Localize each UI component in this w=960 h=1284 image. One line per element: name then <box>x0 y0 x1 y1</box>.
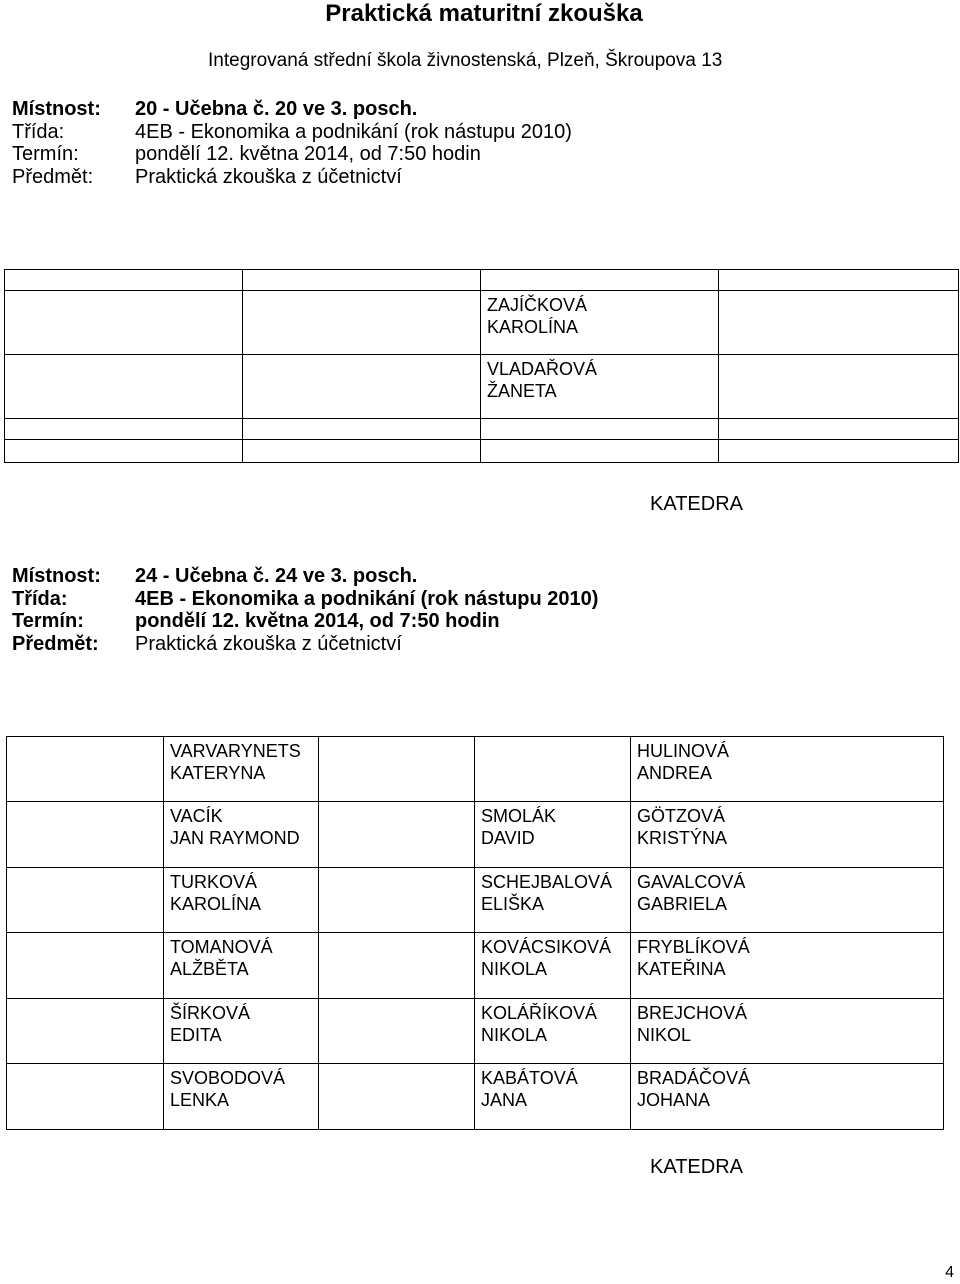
room1-predmet-row <box>12 166 572 189</box>
seat-cell <box>631 933 944 999</box>
seat-cell <box>319 737 475 802</box>
seat-cell <box>719 440 959 463</box>
student-surname: HULINOVÁ <box>637 741 730 761</box>
seat-row <box>5 355 959 419</box>
room2-predmet-label: Předmět: <box>12 632 99 655</box>
student-firstname: KAROLÍNA <box>170 894 262 914</box>
room2-predmet-value: Praktická zkouška z účetnictví <box>135 632 402 655</box>
seat-cell <box>481 270 719 291</box>
student-name <box>164 737 318 784</box>
student-surname: SCHEJBALOVÁ <box>481 872 613 892</box>
room1-mistnost-label: Místnost: <box>12 98 101 120</box>
room1-termin-label: Termín: <box>12 143 79 165</box>
seat-row <box>7 999 944 1064</box>
student-surname: BREJCHOVÁ <box>637 1003 748 1023</box>
student-firstname: KATEŘINA <box>637 959 726 979</box>
seat-cell <box>243 291 481 355</box>
student-surname: VLADAŘOVÁ <box>487 359 598 379</box>
student-surname: BRADÁČOVÁ <box>637 1068 751 1088</box>
seat-row <box>7 1064 944 1130</box>
room2-trida-label: Třída: <box>12 587 68 610</box>
room1-katedra-label: KATEDRA <box>650 493 743 515</box>
seat-row <box>7 868 944 933</box>
seat-cell <box>631 1064 944 1130</box>
seat-cell <box>719 355 959 419</box>
seat-cell <box>631 868 944 933</box>
student-surname: GÖTZOVÁ <box>637 806 726 826</box>
student-surname: ZAJÍČKOVÁ <box>487 295 588 315</box>
student-surname: ŠÍRKOVÁ <box>170 1003 251 1023</box>
student-name <box>631 1064 943 1111</box>
seat-cell <box>164 868 319 933</box>
seat-row <box>7 737 944 802</box>
student-firstname: ELIŠKA <box>481 894 545 914</box>
room2-mistnost-row <box>12 565 598 588</box>
seat-cell <box>481 419 719 440</box>
seat-row <box>5 419 959 440</box>
seat-cell <box>7 933 164 999</box>
seat-cell <box>5 440 243 463</box>
seat-cell <box>5 419 243 440</box>
seat-cell <box>475 933 631 999</box>
seat-cell <box>5 291 243 355</box>
student-name <box>475 802 630 849</box>
student-name <box>164 999 318 1046</box>
room1-mistnost-value: 20 - Učebna č. 20 ve 3. posch. <box>135 98 418 120</box>
student-name <box>164 933 318 980</box>
student-name <box>475 999 630 1046</box>
room2-info <box>12 565 598 655</box>
room2-mistnost-value: 24 - Učebna č. 24 ve 3. posch. <box>135 565 418 587</box>
seat-cell <box>719 270 959 291</box>
student-surname: KABÁTOVÁ <box>481 1068 578 1088</box>
student-firstname: NIKOL <box>637 1025 692 1045</box>
room1-predmet-value: Praktická zkouška z účetnictví <box>135 165 402 188</box>
room2-mistnost-label: Místnost: <box>12 565 101 587</box>
seat-cell <box>164 933 319 999</box>
seat-cell <box>631 737 944 802</box>
student-name <box>481 355 718 402</box>
room2-katedra-label: KATEDRA <box>650 1156 743 1178</box>
student-surname: TOMANOVÁ <box>170 937 273 957</box>
student-name <box>631 999 943 1046</box>
student-firstname: ANDREA <box>637 763 713 783</box>
seat-row <box>5 440 959 463</box>
student-surname: FRYBLÍKOVÁ <box>637 937 750 957</box>
seat-cell <box>7 868 164 933</box>
student-name <box>164 868 318 915</box>
student-firstname: JAN RAYMOND <box>170 828 300 848</box>
student-firstname: KATERYNA <box>170 763 266 783</box>
student-surname: VACÍK <box>170 806 223 826</box>
seat-cell <box>475 802 631 868</box>
seat-row <box>7 933 944 999</box>
student-firstname: JOHANA <box>637 1090 711 1110</box>
room1-info <box>12 98 572 188</box>
seat-cell <box>475 999 631 1064</box>
seat-cell <box>243 355 481 419</box>
student-name <box>164 802 318 849</box>
student-firstname: NIKOLA <box>481 959 548 979</box>
seat-cell <box>243 270 481 291</box>
room2-trida-value: 4EB - Ekonomika a podnikání (rok nástupu 2010) <box>135 587 599 610</box>
seat-cell <box>243 440 481 463</box>
seat-cell <box>319 999 475 1064</box>
student-surname: SVOBODOVÁ <box>170 1068 286 1088</box>
student-firstname: LENKA <box>170 1090 230 1110</box>
room2-trida-row <box>12 588 598 611</box>
seat-cell <box>631 802 944 868</box>
seat-cell <box>7 802 164 868</box>
seat-cell <box>5 355 243 419</box>
room1-predmet-label: Předmět: <box>12 165 94 188</box>
seat-cell <box>475 1064 631 1130</box>
student-firstname: JANA <box>481 1090 528 1110</box>
student-firstname: EDITA <box>170 1025 222 1045</box>
seat-cell <box>481 291 719 355</box>
student-firstname: KRISTÝNA <box>637 828 728 848</box>
seat-row <box>5 270 959 291</box>
seat-cell <box>7 999 164 1064</box>
student-name <box>631 933 943 980</box>
seat-cell <box>719 419 959 440</box>
student-firstname: ŽANETA <box>487 381 557 401</box>
student-surname: KOLÁŘÍKOVÁ <box>481 1003 598 1023</box>
student-name <box>164 1064 318 1111</box>
room1-mistnost-row <box>12 98 572 121</box>
seat-cell <box>7 1064 164 1130</box>
room1-trida-value: 4EB - Ekonomika a podnikání (rok nástupu 2010) <box>135 120 572 143</box>
student-name <box>481 291 718 338</box>
student-firstname: GABRIELA <box>637 894 728 914</box>
seat-cell <box>319 868 475 933</box>
room1-trida-row <box>12 121 572 144</box>
student-firstname: DAVID <box>481 828 535 848</box>
student-surname: TURKOVÁ <box>170 872 258 892</box>
room2-termin-value: pondělí 12. května 2014, od 7:50 hodin <box>135 610 500 632</box>
room2-predmet-row <box>12 633 598 656</box>
student-firstname: ALŽBĚTA <box>170 959 249 979</box>
room1-trida-label: Třída: <box>12 120 65 143</box>
room2-termin-label: Termín: <box>12 610 84 632</box>
seat-row <box>7 802 944 868</box>
seat-cell <box>164 802 319 868</box>
room2-seating-table <box>6 736 944 1130</box>
seat-cell <box>164 1064 319 1130</box>
seat-cell <box>475 737 631 802</box>
seat-cell <box>631 999 944 1064</box>
page-title: Praktická maturitní zkouška <box>325 0 643 27</box>
seat-cell <box>319 802 475 868</box>
student-surname: SMOLÁK <box>481 806 557 826</box>
student-name <box>475 933 630 980</box>
seat-cell <box>481 355 719 419</box>
student-firstname: NIKOLA <box>481 1025 548 1045</box>
seat-cell <box>319 933 475 999</box>
seat-cell <box>475 868 631 933</box>
seat-cell <box>319 1064 475 1130</box>
student-firstname: KAROLÍNA <box>487 317 579 337</box>
student-name <box>475 868 630 915</box>
seat-cell <box>481 440 719 463</box>
seat-cell <box>243 419 481 440</box>
room1-seating-table <box>4 269 959 463</box>
student-name <box>475 1064 630 1111</box>
seat-cell <box>5 270 243 291</box>
school-name: Integrovaná střední škola živnostenská, Plzeň, Škroupova 13 <box>208 50 723 71</box>
seat-cell <box>719 291 959 355</box>
seat-cell <box>164 999 319 1064</box>
student-surname: KOVÁCSIKOVÁ <box>481 937 612 957</box>
student-surname: VARVARYNETS <box>170 741 301 761</box>
student-name <box>631 868 943 915</box>
seat-cell <box>164 737 319 802</box>
page-number: 4 <box>945 1264 954 1281</box>
room1-termin-row <box>12 143 572 166</box>
student-surname: GAVALCOVÁ <box>637 872 746 892</box>
room1-termin-value: pondělí 12. května 2014, od 7:50 hodin <box>135 143 481 165</box>
seat-cell <box>7 737 164 802</box>
student-name <box>631 737 943 784</box>
student-name <box>631 802 943 849</box>
room2-termin-row <box>12 610 598 633</box>
seat-row <box>5 291 959 355</box>
